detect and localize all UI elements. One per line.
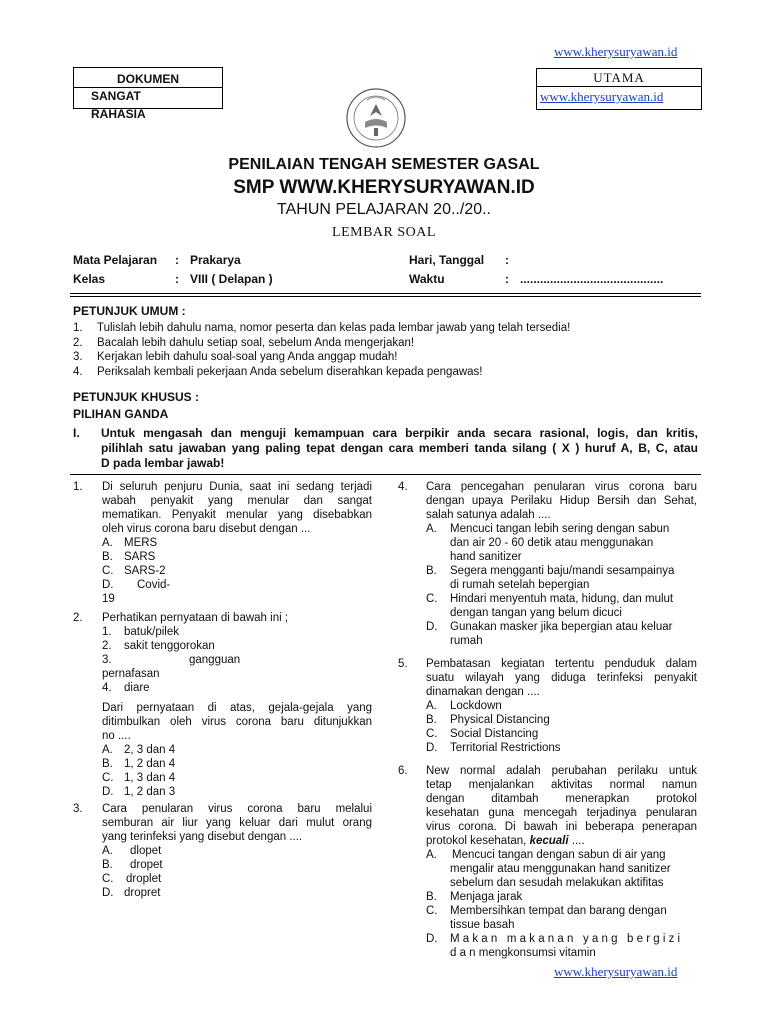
option[interactable]: [426, 564, 697, 578]
option-letter: B.: [102, 758, 113, 770]
statement-item: [102, 639, 372, 653]
instruction-line3: D pada lembar jawab!: [101, 456, 225, 470]
question-text: yang terinfeksi yang disebut dengan ....: [102, 831, 303, 843]
option[interactable]: [102, 858, 372, 872]
divider: [70, 296, 701, 297]
option-letter: C.: [426, 905, 438, 917]
section-title: PILIHAN GANDA: [73, 407, 169, 421]
question-6: [426, 764, 697, 960]
question-text-suffix: ....: [571, 835, 585, 847]
option-text: Territorial Restrictions: [450, 742, 561, 754]
option-continuation: 19: [102, 593, 115, 605]
waktu-value: ...........................................: [520, 272, 664, 286]
option[interactable]: [426, 741, 697, 755]
question-4: [426, 480, 697, 648]
question-text: Dari pernyataan di atas, gejala-gejala yang: [102, 702, 372, 714]
question-text: Perhatikan pernyataan di bawah ini ;: [102, 612, 289, 624]
question-text-prefix: protokol kesehatan,: [426, 835, 527, 847]
option[interactable]: [426, 904, 697, 918]
option[interactable]: [426, 848, 697, 862]
option-letter: D.: [102, 579, 114, 591]
question-text: no ....: [102, 730, 131, 742]
waktu-label: Waktu: [409, 272, 445, 286]
classification-line1: DOKUMEN: [117, 72, 179, 86]
option-text: Gunakan masker jika bepergian atau keluar: [450, 621, 673, 633]
petunjuk-umum-list: [73, 321, 570, 379]
kelas-label: Kelas: [73, 272, 106, 286]
option-letter: C.: [426, 728, 438, 740]
list-number: 1.: [73, 322, 83, 334]
option-text: SARS: [124, 551, 156, 563]
option-letter: B.: [426, 565, 437, 577]
option-text: 1, 3 dan 4: [124, 772, 176, 784]
question-number: 4.: [398, 481, 408, 493]
question-text: salah satunya adalah ....: [426, 509, 551, 521]
instruction-line2: pilihlah satu jawaban yang paling tepat dengan cara memberi tanda silang ( X ) huruf A, B, C, atau: [101, 441, 698, 455]
option-letter: A.: [426, 523, 437, 535]
option-text: droplet: [126, 873, 162, 885]
option-text: Mencuci tangan dengan sabun di air yang: [452, 849, 666, 861]
option-letter: C.: [426, 593, 438, 605]
question-2: [102, 611, 372, 799]
classification-line2: SANGAT: [91, 89, 141, 103]
option-continuation: dan air 20 - 60 detik atau menggunakan: [450, 537, 654, 549]
option-continuation: sebelum dan sesudah melakukan aktifitas: [450, 877, 664, 889]
status-link[interactable]: www.kherysuryawan.id: [540, 89, 664, 104]
petunjuk-khusus-title: PETUNJUK KHUSUS :: [73, 390, 200, 404]
list-item: Bacalah lebih dahulu setiap soal, sebelum Anda mengerjakan!: [97, 336, 415, 349]
question-number: 5.: [398, 658, 408, 670]
option-text: dlopet: [130, 845, 162, 857]
question-text: dengan upaya Perilaku Hidup Bersih dan Sehat,: [426, 495, 697, 507]
option-continuation: hand sanitizer: [450, 551, 522, 563]
academic-year: TAHUN PELAJARAN 20../20..: [277, 201, 491, 218]
option-text: dropet: [130, 859, 163, 871]
option[interactable]: [102, 785, 372, 799]
option-text: Social Distancing: [450, 728, 539, 740]
question-text: oleh virus corona baru disebut dengan ...: [102, 523, 311, 535]
option-text: 1, 2 dan 3: [124, 786, 176, 798]
status-label: UTAMA: [593, 70, 645, 85]
option-letter: A.: [426, 700, 437, 712]
question-text: virus corona. Di bawah ini beberapa penerapan: [426, 821, 697, 833]
classification-line3: RAHASIA: [91, 107, 146, 121]
option[interactable]: [102, 743, 372, 757]
option[interactable]: [426, 699, 697, 713]
option-continuation: d a n mengkonsumsi vitamin: [450, 947, 596, 959]
option-letter: C.: [102, 873, 114, 885]
option-text: Covid-: [137, 579, 171, 591]
option-continuation: di rumah setelah bepergian: [450, 579, 590, 591]
option[interactable]: [102, 757, 372, 771]
option-text: Menjaga jarak: [450, 891, 523, 903]
option-letter: C.: [102, 565, 114, 577]
colon: :: [175, 272, 179, 286]
instruction-line1: Untuk mengasah dan menguji kemampuan cara berpikir anda secara rasional, logis, dan kritis,: [101, 426, 698, 440]
list-item: Periksalah kembali pekerjaan Anda sebelum diserahkan kepada pengawas!: [97, 365, 483, 378]
statement-item: [102, 625, 372, 639]
hari-label: Hari, Tanggal: [409, 253, 485, 267]
statement-continuation: pernafasan: [102, 668, 160, 680]
option-text: dropret: [124, 887, 161, 899]
option-text: 1, 2 dan 4: [124, 758, 176, 770]
question-text: Cara penularan virus corona baru melalui: [102, 803, 372, 815]
question-3: [102, 802, 372, 900]
status-box: [536, 68, 702, 110]
statement-number: 1.: [102, 626, 112, 638]
option-letter: D.: [102, 887, 114, 899]
statement-text: diare: [124, 682, 150, 694]
option[interactable]: [426, 522, 697, 536]
list-number: 4.: [73, 365, 83, 378]
kecuali-emphasis: kecuali: [529, 835, 569, 847]
option[interactable]: [102, 536, 372, 550]
option-text: Mencuci tangan lebih sering dengan sabun: [450, 523, 670, 535]
statement-item: [102, 653, 372, 667]
option-letter: D.: [426, 621, 438, 633]
option[interactable]: [426, 713, 697, 727]
option[interactable]: [102, 872, 372, 886]
option[interactable]: [102, 578, 372, 592]
option-text: Membersihkan tempat dan barang dengan: [450, 905, 667, 917]
colon: :: [175, 253, 179, 267]
option-text: Segera mengganti baju/mandi sesampainya: [450, 565, 675, 577]
sheet-title: LEMBAR SOAL: [332, 225, 436, 240]
option-letter: D.: [426, 933, 438, 945]
question-text: dengan ditambah menerapkan protokol: [426, 793, 697, 805]
option-letter: A.: [102, 845, 113, 857]
question-text: kesehatan guna mencegah terjadinya penularan: [426, 807, 697, 819]
document-classification-box: [73, 67, 223, 121]
question-1: [102, 480, 372, 606]
statement-number: 4.: [102, 682, 112, 694]
option-letter: C.: [102, 772, 114, 784]
bottom-link[interactable]: www.kherysuryawan.id: [554, 964, 678, 979]
option[interactable]: [102, 771, 372, 785]
question-5: [426, 657, 697, 755]
option-text: Physical Distancing: [450, 714, 550, 726]
option[interactable]: [426, 890, 697, 904]
option[interactable]: [102, 844, 372, 858]
question-text: dinamakan dengan ....: [426, 686, 540, 698]
question-text: New normal adalah perubahan perilaku untuk: [426, 765, 697, 777]
list-number: 3.: [73, 351, 83, 363]
mapel-label: Mata Pelajaran: [73, 253, 158, 267]
option-letter: B.: [426, 714, 437, 726]
option-letter: D.: [102, 786, 114, 798]
question-number: 6.: [398, 765, 408, 777]
question-text: mematikan. Penyakit menular yang disebabkan: [102, 509, 372, 521]
option[interactable]: [102, 550, 372, 564]
option-text: Hindari menyentuh mata, hidung, dan mulut: [450, 593, 674, 605]
school-title: SMP WWW.KHERYSURYAWAN.ID: [233, 177, 535, 198]
option-letter: A.: [102, 744, 113, 756]
statement-text: sakit tenggorokan: [124, 640, 215, 652]
list-number: 2.: [73, 336, 83, 349]
exam-title: PENILAIAN TENGAH SEMESTER GASAL: [228, 156, 540, 173]
top-link[interactable]: www.kherysuryawan.id: [554, 44, 678, 59]
question-number: 1.: [73, 481, 83, 493]
option[interactable]: [102, 564, 372, 578]
option-letter: A.: [426, 849, 437, 861]
option-letter: B.: [102, 859, 113, 871]
option-letter: B.: [102, 551, 113, 563]
option[interactable]: [426, 620, 697, 634]
statement-text: batuk/pilek: [124, 626, 179, 638]
question-number: 3.: [73, 803, 83, 815]
option-continuation: dengan tangan yang belum dicuci: [450, 607, 622, 619]
question-text: Di seluruh penjuru Dunia, saat ini sedang terjadi: [102, 481, 372, 493]
statement-number: 3.: [102, 654, 112, 666]
tut-wuri-handayani-logo: [343, 86, 409, 150]
option[interactable]: [426, 932, 697, 946]
option-letter: D.: [426, 742, 438, 754]
kelas-value: VIII ( Delapan ): [190, 272, 273, 286]
colon: :: [505, 272, 509, 286]
question-text: [426, 834, 697, 848]
question-text: suatu wilayah yang diduga terinfeksi penyakit: [426, 672, 697, 684]
option-text: MERS: [124, 537, 158, 549]
question-number: 2.: [73, 612, 83, 624]
colon: :: [505, 253, 509, 267]
mapel-value: Prakarya: [190, 253, 241, 267]
option-continuation: rumah: [450, 635, 483, 647]
option-text: M a k a n m a k a n a n y a n g b e r g i z i: [450, 933, 681, 945]
question-text: wabah penyakit yang menular dan sangat: [102, 495, 372, 507]
statement-number: 2.: [102, 640, 112, 652]
option-text: Lockdown: [450, 700, 502, 712]
option[interactable]: [426, 727, 697, 741]
option-letter: B.: [426, 891, 437, 903]
list-item: Kerjakan lebih dahulu soal-soal yang Anda anggap mudah!: [97, 351, 398, 363]
option[interactable]: [102, 886, 372, 900]
option-continuation: mengalir atau menggunakan hand sanitizer: [450, 863, 671, 875]
question-text: Pembatasan kegiatan tertentu penduduk dalam: [426, 658, 697, 670]
section-roman: I.: [73, 426, 80, 440]
question-text: tetap menjalankan aktivitas normal namun: [426, 779, 697, 791]
statement-item: [102, 681, 372, 695]
petunjuk-umum-title: PETUNJUK UMUM :: [73, 304, 186, 318]
statement-text: gangguan: [189, 654, 241, 666]
divider: [70, 293, 701, 294]
question-text: semburan air liur yang keluar dari mulut orang: [102, 817, 372, 829]
question-text: ditimbulkan oleh virus corona baru ditunjukkan: [102, 716, 372, 728]
option-text: SARS-2: [124, 565, 166, 577]
list-item: Tulislah lebih dahulu nama, nomor peserta dan kelas pada lembar jawab yang telah tersedia!: [97, 322, 571, 334]
option-text: 2, 3 dan 4: [124, 744, 176, 756]
divider: [70, 474, 701, 475]
option-letter: A.: [102, 537, 113, 549]
option[interactable]: [426, 592, 697, 606]
option-continuation: tissue basah: [450, 919, 515, 931]
question-text: Cara pencegahan penularan virus corona baru: [426, 481, 697, 493]
